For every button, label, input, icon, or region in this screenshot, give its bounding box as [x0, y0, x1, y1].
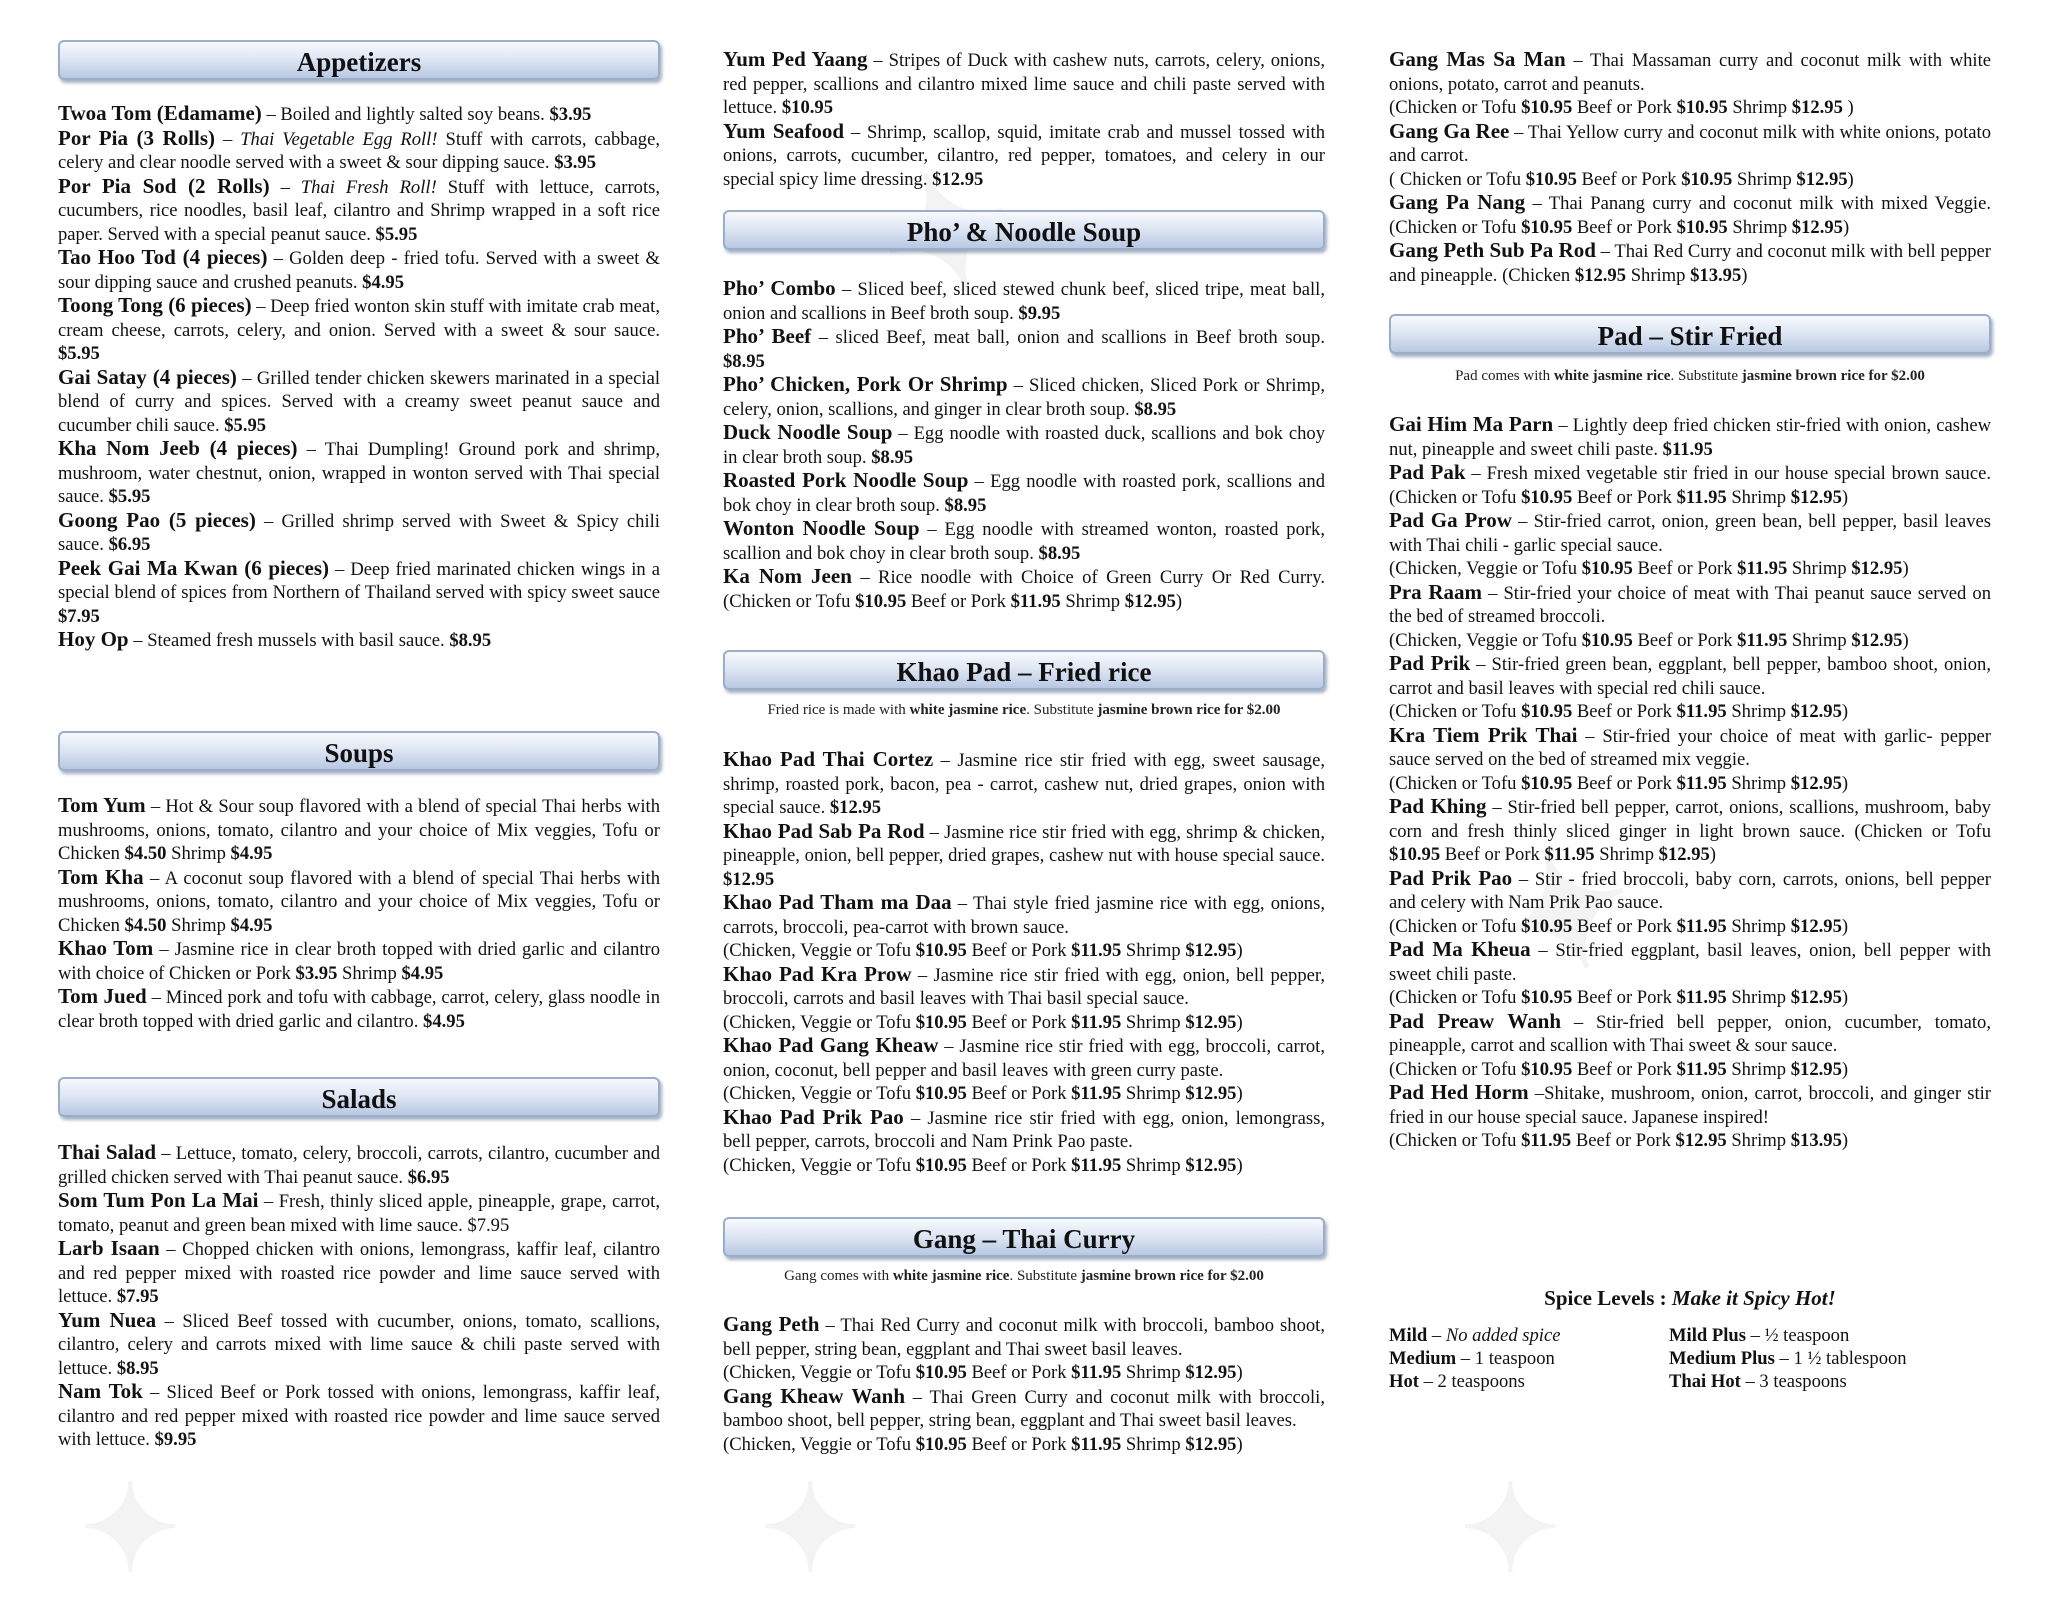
menu-item-description: – Hot & Sour soup flavored with a blend of special Thai herbs with mushrooms, onions, tomato, cilantro and your choice of Mix veggies, Tofu or Chicken — [58, 796, 661, 864]
section-heading-khao-pad-fried-rice: Khao Pad – Fried rice — [723, 650, 1325, 690]
menu-item-description: – Chopped chicken with onions, lemongrass, kaffir leaf, cilantro and red pepper mixed with roasted rice powder and lime sauce served with lettuce. — [58, 1239, 661, 1307]
spice-row — [1389, 1348, 1907, 1371]
menu-item-name: Peek Gai Ma Kwan (6 pieces) — [58, 555, 329, 580]
menu-item-description: – Stir-fried your choice of meat with Thai peanut sauce served on the bed of streamed broccoli. — [1389, 582, 1991, 627]
menu-item-price: $4.95 — [401, 962, 444, 984]
menu-item — [58, 1237, 660, 1309]
menu-item-description: – Egg noodle with roasted duck, scallions and bok choy in clear broth soup. — [723, 423, 1325, 468]
menu-item-description: – Sliced chicken, Sliced Pork or Shrimp, celery, onion, scallions, and ginger in clear broth soup. — [723, 375, 1325, 420]
menu-item-description: – Jasmine rice stir fried with egg, onion, lemongrass, bell pepper, carrots, broccoli and Nam Prink Pao paste. — [723, 1107, 1325, 1152]
spice-row — [1389, 1325, 1907, 1348]
menu-item-name: Gai Satay (4 pieces) — [58, 364, 237, 389]
menu-item-price: $11.95 — [1676, 486, 1727, 508]
menu-item-dash: – — [222, 128, 241, 150]
menu-item-description: – Golden deep - fried tofu. Served with a sweet & sour dipping sauce and crushed peanuts. — [58, 248, 661, 293]
section-items — [723, 48, 1325, 191]
menu-item-price: $8.95 — [723, 350, 765, 372]
menu-item-price: $11.95 — [1544, 844, 1595, 865]
menu-item-tagline: Thai Fresh Roll! — [300, 176, 437, 198]
note-text: Pad comes with — [1455, 368, 1554, 384]
menu-item-name: Pho’ Combo — [723, 276, 836, 300]
menu-item-name: Gang Mas Sa Man — [1389, 47, 1566, 71]
menu-item — [58, 866, 660, 938]
menu-item-name: Goong Pao (5 pieces) — [58, 507, 256, 532]
menu-item-price: $10.95 — [1389, 844, 1441, 865]
menu-item-description: – sliced Beef, meat ball, onion and scallions in Beef broth soup. — [818, 327, 1325, 348]
menu-item-description: – Jasmine rice in clear broth topped with dried garlic and cilantro with choice of Chicken or Pork — [58, 939, 660, 984]
spice-level-amount: – 1 ½ tablespoon — [1779, 1348, 1907, 1369]
menu-item-price: $10.95 — [1521, 486, 1573, 508]
menu-item — [1389, 461, 1991, 509]
menu-item-price: $11.95 — [1662, 438, 1713, 460]
menu-item-price-line: (Chicken, Veggie or Tofu $10.95 Beef or Pork $11.95 Shrimp $12.95) — [1389, 558, 1909, 579]
menu-item-price: $5.95 — [375, 223, 418, 245]
menu-item-price: $12.95 — [1574, 264, 1627, 286]
menu-item-description: – Thai style fried jasmine rice with egg, onions, carrots, broccoli, pea-carrot with brown sauce. — [723, 893, 1325, 938]
spice-cell — [1389, 1371, 1669, 1394]
menu-item-name: Tom Yum — [58, 793, 146, 817]
menu-item-price: $8.95 — [116, 1357, 159, 1379]
spice-levels — [1389, 1286, 1991, 1394]
menu-item-description: – Sliced Beef tossed with cucumber, onions, tomato, scallions, cilantro, celery and carrots mixed with lime sauce & chili paste served with lettuce. — [58, 1310, 660, 1379]
menu-item-description: – Thai Yellow curry and coconut milk with white onions, potato and carrot. — [1389, 121, 1992, 166]
section-heading-pho-noodle-soup: Pho’ & Noodle Soup — [723, 210, 1325, 250]
menu-item-name: Gang Kheaw Wanh — [723, 1383, 906, 1408]
menu-item-price: $5.95 — [108, 486, 151, 507]
menu-item — [58, 937, 660, 985]
menu-item — [723, 1034, 1325, 1106]
menu-item-option: Shrimp — [342, 962, 397, 984]
note-text: jasmine brown rice for $2.00 — [1097, 702, 1281, 718]
menu-item-description: – Fresh mixed vegetable stir fried in our house special brown sauce. (Chicken or Tofu — [1389, 463, 1991, 508]
menu-item-name: Khao Pad Sab Pa Rod — [723, 818, 925, 843]
menu-item-paren: ) — [1842, 216, 1850, 238]
menu-item-description: – Egg noodle with roasted pork, scallions and bok choy in clear broth soup. — [723, 471, 1326, 516]
menu-item — [723, 469, 1325, 517]
menu-item-price: $3.95 — [554, 152, 597, 173]
menu-item-name: Tao Hoo Tod (4 pieces) — [58, 245, 268, 269]
spice-cell — [1669, 1325, 1907, 1348]
spice-cell — [1669, 1371, 1907, 1394]
menu-item-description: – Stir-fried green bean, eggplant, bell pepper, bamboo shoot, onion, carrot and basil leaves with special red chili sauce. — [1389, 654, 1991, 699]
note-text: jasmine brown rice for $2.00 — [1741, 368, 1925, 384]
section-items — [1389, 413, 1991, 1153]
menu-item-description: – Thai Red Curry and coconut milk with broccoli, bamboo shoot, bell pepper, string bean, eggplant and Thai sweet basil leaves. — [723, 1315, 1325, 1360]
menu-item — [723, 1313, 1325, 1385]
menu-item-name: Tom Kha — [58, 864, 144, 889]
menu-item-name: Pad Hed Horm — [1389, 1080, 1529, 1104]
menu-item-price: $12.95 — [1124, 590, 1176, 612]
menu-item — [58, 246, 660, 294]
menu-item-price: $12.95 — [1658, 844, 1710, 865]
note-text: white jasmine rice — [892, 1268, 1010, 1284]
menu-item — [723, 820, 1325, 892]
menu-item-name: Khao Pad Prik Pao — [723, 1104, 904, 1129]
menu-item-price: $8.95 — [871, 446, 914, 468]
note-text: white jasmine rice — [909, 702, 1027, 718]
section-heading-salads: Salads — [58, 1077, 660, 1117]
menu-item-description: – Deep fried marinated chicken wings in a special blend of spices from Northern of Thailand served with spicy sweet sauce — [58, 558, 660, 603]
menu-item — [1389, 938, 1991, 1010]
menu-item — [1389, 120, 1991, 192]
menu-item-description: – Minced pork and tofu with cabbage, carrot, celery, glass noodle in clear broth topped with dried garlic and cilantro. — [58, 987, 660, 1032]
menu-item-description: –Shitake, mushroom, onion, carrot, broccoli, and ginger stir fried in our house special sauce. Japanese inspired! — [1389, 1083, 1992, 1128]
menu-item-price-line: (Chicken or Tofu $11.95 Beef or Pork $12.95 Shrimp $13.95) — [1389, 1130, 1849, 1151]
menu-item-option: Shrimp — [1599, 844, 1654, 865]
menu-item-name: Pad Pak — [1389, 460, 1466, 484]
menu-item — [58, 437, 660, 509]
menu-item-name: Pad Ga Prow — [1389, 508, 1512, 532]
menu-item-price-line: (Chicken, Veggie or Tofu $10.95 Beef or Pork $11.95 Shrimp $12.95) — [723, 1433, 1243, 1455]
menu-item-price-line: (Chicken, Veggie or Tofu $10.95 Beef or Pork $11.95 Shrimp $12.95) — [723, 940, 1243, 961]
menu-item-option: Beef or Pork — [1576, 216, 1672, 238]
menu-item-name: Khao Tom — [58, 936, 154, 960]
menu-item-description: – Grilled tender chicken skewers marinated in a special blend of curry and spices. Served with a creamy sweet peanut sauce and cucumber chili sauce. — [58, 367, 661, 436]
menu-item — [58, 366, 660, 438]
menu-item-description: – Rice noodle with Choice of Green Curry Or Red Curry. (Chicken or Tofu — [723, 567, 1325, 612]
menu-item-price: $6.95 — [108, 534, 151, 555]
menu-item-price: $7.95 — [58, 605, 100, 627]
menu-item — [723, 891, 1325, 963]
menu-item — [723, 748, 1325, 820]
menu-item-name: Gang Peth Sub Pa Rod — [1389, 238, 1596, 262]
menu-item-description: – Egg noodle with streamed wonton, roasted pork, scallion and bok choy in clear broth soup. — [723, 519, 1326, 564]
menu-item — [58, 1309, 660, 1381]
spice-level-name: Thai Hot — [1669, 1371, 1741, 1392]
menu-item-name: Kra Tiem Prik Thai — [1389, 722, 1578, 747]
menu-item — [1389, 413, 1991, 461]
menu-item-name: Pho’ Chicken, Pork Or Shrimp — [723, 372, 1008, 396]
menu-item — [1389, 581, 1991, 653]
menu-item-price-line: (Chicken or Tofu $10.95 Beef or Pork $11.95 Shrimp $12.95) — [1389, 987, 1849, 1008]
menu-item-description: – Thai Panang curry and coconut milk with mixed Veggie. (Chicken or Tofu — [1389, 193, 1991, 238]
menu-item — [58, 127, 660, 175]
menu-item-price: $11.95 — [1010, 590, 1061, 612]
menu-item — [58, 794, 660, 866]
menu-item-paren: ) — [1741, 264, 1748, 286]
menu-item-price: $4.95 — [423, 1010, 465, 1032]
note-text: Fried rice is made with — [767, 702, 910, 718]
menu-item-price: $5.95 — [58, 343, 100, 364]
menu-item-name: Gang Pa Nang — [1389, 190, 1526, 214]
menu-item-name: Pra Raam — [1389, 579, 1482, 604]
menu-item-description: – A coconut soup flavored with a blend of special Thai herbs with mushrooms, onions, tomato, cilantro and your choice of Mix veggies, Tofu or Chicken — [58, 867, 660, 936]
menu-item-name: Khao Pad Thai Cortez — [723, 747, 934, 771]
menu-item-price-line: (Chicken, Veggie or Tofu $10.95 Beef or Pork $11.95 Shrimp $12.95) — [723, 1083, 1243, 1104]
menu-item-description: – Thai Red Curry and coconut milk with bell pepper and pineapple. (Chicken — [1389, 241, 1991, 286]
spice-level-amount: – ½ teaspoon — [1750, 1325, 1850, 1346]
menu-item — [1389, 867, 1991, 939]
menu-item-description: – Lettuce, tomato, celery, broccoli, carrots, cilantro, cucumber and grilled chicken served with Thai peanut sauce. — [58, 1143, 660, 1188]
spice-level-name: Medium Plus — [1669, 1348, 1775, 1369]
menu-item-name: Yum Seafood — [723, 118, 845, 143]
menu-item — [723, 565, 1325, 613]
menu-item — [723, 1106, 1325, 1178]
menu-item-price: $12.95 — [829, 797, 882, 818]
menu-item-price-line: ( Chicken or Tofu $10.95 Beef or Pork $10.95 Shrimp $12.95) — [1389, 168, 1854, 190]
menu-item-name: Pad Preaw Wanh — [1389, 1008, 1562, 1033]
menu-item-option: Shrimp — [171, 843, 226, 864]
menu-item-description: – Stir-fried bell pepper, carrot, onions, scallions, mushroom, baby corn and fresh thinly sliced ginger in light brown sauce. (Chicken or Tofu — [1389, 797, 1991, 842]
menu-item-description: – Jasmine rice stir fried with egg, shrimp & chicken, pineapple, onion, bell pepper, dried grapes, cashew nut with house special sauce. — [723, 821, 1325, 866]
menu-item — [1389, 239, 1991, 287]
menu-item-name: Pad Ma Kheua — [1389, 937, 1531, 961]
menu-item — [58, 1189, 660, 1237]
menu-item-name: Hoy Op — [58, 627, 129, 651]
section-items — [58, 1141, 660, 1452]
menu-item-price: $8.95 — [449, 630, 492, 651]
menu-item-name: Tom Jued — [58, 984, 147, 1008]
menu-item-name: Duck Noodle Soup — [723, 420, 893, 444]
menu-item-price-line: (Chicken or Tofu $10.95 Beef or Pork $11.95 Shrimp $12.95) — [1389, 1058, 1849, 1080]
menu-item — [1389, 652, 1991, 724]
section-heading-gang-thai-curry: Gang – Thai Curry — [723, 1217, 1325, 1257]
menu-item-name: Wonton Noodle Soup — [723, 516, 920, 540]
menu-item-description: – Sliced Beef or Pork tossed with onions, lemongrass, kaffir leaf, cilantro and red pepper mixed with roasted rice powder and lime sauce served with lettuce. — [58, 1382, 660, 1450]
menu-item-description: Stuff with lettuce, carrots, cucumbers, rice noodles, basil leaf, cilantro and Shrimp wrapped in a soft rice paper. Served with a special peanut sauce. — [58, 176, 660, 245]
menu-item-price: $8.95 — [944, 494, 987, 516]
note-text: . Substitute — [1670, 368, 1742, 384]
menu-item-price: $4.50 — [124, 843, 167, 864]
menu-item — [723, 517, 1325, 565]
menu-item-name: Pho’ Beef — [723, 324, 812, 348]
menu-item-price: $12.95 — [723, 868, 775, 890]
menu-item-name: Ka Nom Jeen — [723, 564, 852, 588]
menu-item — [58, 1141, 660, 1189]
note-text: Gang comes with — [784, 1268, 893, 1284]
menu-item-description: – Stripes of Duck with cashew nuts, carrots, celery, onions, red pepper, scallions and cilantro mixed lime sauce and chili paste served with lettuce. — [723, 50, 1325, 118]
menu-item-option: Shrimp — [1630, 264, 1686, 286]
menu-item-name: Khao Pad Kra Prow — [723, 961, 912, 986]
menu-item-description: – Thai Massaman curry and coconut milk with white onions, potato, carrot and peanuts. — [1389, 50, 1992, 95]
menu-item-name: Gang Ga Ree — [1389, 118, 1510, 143]
menu-item-description: – Sliced beef, sliced stewed chunk beef, sliced tripe, meat ball, onion and scallions in Beef broth soup. — [723, 279, 1325, 324]
menu-item-price: $4.50 — [124, 914, 167, 936]
menu-item — [723, 963, 1325, 1035]
note-text: jasmine brown rice for $2.00 — [1080, 1268, 1264, 1284]
menu-item-description: – Shrimp, scallop, squid, imitate crab and mussel tossed with onions, carrots, cucumber, cilantro, red pepper, tomatoes, and celery in our special spicy lime dressing. — [723, 121, 1325, 190]
menu-item-price-line: (Chicken, Veggie or Tofu $10.95 Beef or Pork $11.95 Shrimp $12.95) — [723, 1011, 1243, 1033]
menu-item-name: Kha Nom Jeeb (4 pieces) — [58, 436, 298, 460]
spice-level-amount: – 3 teaspoons — [1745, 1371, 1847, 1392]
menu-item-price: $3.95 — [549, 104, 592, 125]
spice-levels-table — [1389, 1325, 1907, 1394]
menu-item-option: Shrimp — [1731, 486, 1787, 508]
menu-item-description: – Jasmine rice stir fried with egg, broccoli, carrot, onion, coconut, bell pepper and basil leaves with green curry paste. — [723, 1036, 1325, 1081]
spice-row — [1389, 1371, 1907, 1394]
menu-item-paren: ) — [1709, 844, 1716, 865]
watermark — [1460, 1460, 1561, 1599]
menu-item-price: $12.95 — [1791, 216, 1843, 238]
spice-level-amount: – No added spice — [1431, 1325, 1561, 1346]
menu-item-description: – Stir - fried broccoli, baby corn, carrots, onions, bell pepper and celery with Nam Prik Pao sauce. — [1389, 868, 1992, 913]
menu-item-name: Nam Tok — [58, 1379, 143, 1403]
menu-item — [58, 509, 660, 557]
menu-item-price: $3.95 — [295, 962, 338, 984]
menu-item-description: – Jasmine rice stir fried with egg, sweet sausage, shrimp, roasted pork, bacon, pea - carrot, cashew nut, dried grapes, onion with special sauce. — [723, 750, 1325, 818]
menu-item-name: Twoa Tom (Edamame) — [58, 101, 262, 125]
menu-item-price: $10.95 — [781, 97, 833, 118]
menu-item-tagline: Thai Vegetable Egg Roll! — [240, 128, 438, 150]
menu-item-name: Som Tum Pon La Mai — [58, 1188, 259, 1212]
menu-item-description: – Jasmine rice stir fried with egg, onion, bell pepper, broccoli, carrots and basil leaves with Thai basil special sauce. — [723, 964, 1326, 1009]
menu-item-price: $6.95 — [407, 1166, 450, 1188]
menu-item-price: $8.95 — [1038, 542, 1081, 564]
menu-item-option: Beef or Pork — [910, 590, 1006, 612]
menu-item-paren: ) — [1175, 590, 1183, 612]
menu-item-option: Shrimp — [171, 914, 226, 936]
menu-item — [723, 48, 1325, 120]
menu-item — [723, 1385, 1325, 1457]
menu-item-description: – Deep fried wonton skin stuff with imitate crab meat, cream cheese, carrots, celery, and onion. Served with a sweet & sour sauce. — [58, 296, 660, 341]
section-items — [723, 277, 1325, 613]
menu-item-description: – Steamed fresh mussels with basil sauce. — [133, 630, 445, 651]
section-items — [1389, 48, 1991, 287]
section-items — [723, 1313, 1325, 1456]
menu-item-price-line: (Chicken or Tofu $10.95 Beef or Pork $11.95 Shrimp $12.95) — [1389, 701, 1849, 722]
menu-item-price: $12.95 — [932, 168, 984, 190]
menu-item-name: Yum Nuea — [58, 1307, 157, 1332]
watermark — [80, 1460, 181, 1599]
menu-item-price: $4.95 — [230, 843, 273, 864]
spice-level-name: Medium — [1389, 1348, 1457, 1369]
menu-item-price: $5.95 — [224, 414, 267, 436]
menu-item-name: Pad Khing — [1389, 794, 1487, 818]
menu-item-price-line: (Chicken, Veggie or Tofu $10.95 Beef or Pork $11.95 Shrimp $12.95) — [723, 1362, 1243, 1383]
spice-cell — [1389, 1348, 1669, 1371]
section-items — [723, 748, 1325, 1177]
section-heading-soups: Soups — [58, 731, 660, 771]
spice-levels-title: Spice Levels : Make it Spicy Hot! — [1544, 1286, 1836, 1310]
menu-item — [1389, 509, 1991, 581]
menu-item-description: – Boiled and lightly salted soy beans. — [266, 104, 545, 125]
section-items — [58, 102, 660, 653]
menu-item-name: Toong Tong (6 pieces) — [58, 293, 252, 317]
menu-item-dash: – — [280, 176, 301, 198]
menu-item — [58, 1380, 660, 1452]
menu-item — [1389, 191, 1991, 239]
spice-cell — [1669, 1348, 1907, 1371]
menu-item-price: $8.95 — [1134, 398, 1177, 420]
menu-item-name: Pad Prik Pao — [1389, 865, 1513, 890]
section-note — [1389, 368, 1991, 385]
menu-item-price-line: (Chicken or Tofu $10.95 Beef or Pork $11.95 Shrimp $12.95) — [1389, 772, 1849, 794]
menu-item — [1389, 1010, 1991, 1082]
menu-item — [58, 102, 660, 127]
menu-item-price-line: (Chicken, Veggie or Tofu $10.95 Beef or Pork $11.95 Shrimp $12.95) — [723, 1154, 1243, 1176]
menu-item-price: $7.95 — [116, 1286, 159, 1307]
spice-level-name: Mild Plus — [1669, 1325, 1746, 1346]
menu-item-name: Gang Peth — [723, 1312, 820, 1336]
menu-item — [723, 277, 1325, 325]
menu-item-description: – Fresh, thinly sliced apple, pineapple, grape, carrot, tomato, peanut and green bean mixed with lime sauce. $7.95 — [58, 1191, 661, 1236]
menu-item-price: $4.95 — [362, 271, 404, 293]
menu-item-price: $4.95 — [230, 914, 273, 936]
section-heading-pad-stir-fried: Pad – Stir Fried — [1389, 314, 1991, 354]
menu-item-price: $13.95 — [1690, 264, 1742, 286]
menu-item-name: Por Pia (3 Rolls) — [58, 125, 216, 150]
menu-item-description: – Thai Dumpling! Ground pork and shrimp, mushroom, water chestnut, onion, wrapped in wonton served with Thai special sauce. — [58, 439, 660, 507]
menu-item-option: Beef or Pork — [1444, 844, 1540, 865]
menu-item-price-line: (Chicken or Tofu $10.95 Beef or Pork $11.95 Shrimp $12.95) — [1389, 915, 1849, 937]
menu-item — [58, 557, 660, 629]
menu-item-paren: ) — [1841, 486, 1849, 508]
menu-item — [58, 175, 660, 247]
menu-item-price: $9.95 — [1018, 302, 1061, 324]
menu-item — [1389, 48, 1991, 120]
section-heading-appetizers: Appetizers — [58, 40, 660, 80]
menu-item-name: Khao Pad Tham ma Daa — [723, 890, 952, 914]
menu-item-description: – Stir-fried bell pepper, onion, cucumber, tomato, pineapple, carrot and scallion with Thai sweet & sour sauce. — [1389, 1011, 1992, 1056]
menu-item-name: Por Pia Sod (2 Rolls) — [58, 173, 270, 198]
menu-item — [1389, 724, 1991, 796]
menu-item-description: Stuff with carrots, cabbage, celery and clear noodle served with a sweet & sour dipping sauce. — [58, 128, 660, 173]
menu-item-name: Gai Him Ma Parn — [1389, 412, 1554, 436]
menu-item-description: – Lightly deep fried chicken stir-fried with onion, cashew nut, pineapple and sweet chili paste. — [1389, 415, 1991, 460]
menu-item-description: – Stir-fried carrot, onion, green bean, bell pepper, basil leaves with Thai chili - garlic special sauce. — [1389, 511, 1991, 556]
section-note — [723, 702, 1325, 719]
menu-item-description: – Stir-fried eggplant, basil leaves, onion, bell pepper with sweet chili paste. — [1389, 940, 1991, 985]
menu-item — [58, 294, 660, 366]
menu-item-price: $9.95 — [154, 1429, 197, 1450]
note-text: . Substitute — [1026, 702, 1098, 718]
menu-item — [723, 120, 1325, 192]
spice-level-amount: – 1 teaspoon — [1460, 1348, 1555, 1369]
spice-level-amount: – 2 teaspoons — [1423, 1371, 1525, 1392]
menu-item-option: Shrimp — [1065, 590, 1121, 612]
menu-item-price: $10.95 — [1676, 216, 1728, 238]
spice-level-name: Mild — [1389, 1325, 1428, 1346]
section-items — [58, 794, 660, 1033]
menu-item-name: Pad Prik — [1389, 651, 1471, 675]
menu-item — [1389, 795, 1991, 867]
menu-item-description: – Grilled shrimp served with Sweet & Spicy chili sauce. — [58, 510, 660, 555]
menu-item-price-line: (Chicken or Tofu $10.95 Beef or Pork $10.95 Shrimp $12.95 ) — [1389, 97, 1854, 118]
menu-item — [723, 373, 1325, 421]
menu-item-name: Larb Isaan — [58, 1236, 160, 1260]
menu-item-name: Thai Salad — [58, 1140, 157, 1164]
menu-item — [723, 325, 1325, 373]
menu-item-option: Shrimp — [1732, 216, 1788, 238]
menu-item-description: – Stir-fried your choice of meat with garlic- pepper sauce served on the bed of streamed mix veggie. — [1389, 725, 1991, 770]
menu-item-name: Roasted Pork Noodle Soup — [723, 468, 969, 492]
menu-item — [58, 985, 660, 1033]
spice-level-name: Hot — [1389, 1371, 1419, 1392]
menu-item-description: – Thai Green Curry and coconut milk with broccoli, bamboo shoot, bell pepper, string bean, eggplant and Thai sweet basil leaves. — [723, 1386, 1325, 1431]
watermark — [760, 1460, 861, 1599]
menu-item-price-line: (Chicken, Veggie or Tofu $10.95 Beef or Pork $11.95 Shrimp $12.95) — [1389, 629, 1909, 651]
menu-item-price: $10.95 — [1521, 216, 1573, 238]
note-text: white jasmine rice — [1553, 368, 1671, 384]
note-text: . Substitute — [1009, 1268, 1081, 1284]
menu-item-option: Beef or Pork — [1576, 486, 1672, 508]
section-note — [723, 1268, 1325, 1285]
menu-item-price: $10.95 — [855, 590, 907, 612]
menu-item-name: Yum Ped Yaang — [723, 47, 868, 71]
menu-item-price: $12.95 — [1790, 486, 1842, 508]
menu-item — [1389, 1081, 1991, 1153]
menu-item — [58, 628, 660, 653]
menu-item — [723, 421, 1325, 469]
spice-cell — [1389, 1325, 1669, 1348]
menu-item-name: Khao Pad Gang Kheaw — [723, 1033, 939, 1057]
